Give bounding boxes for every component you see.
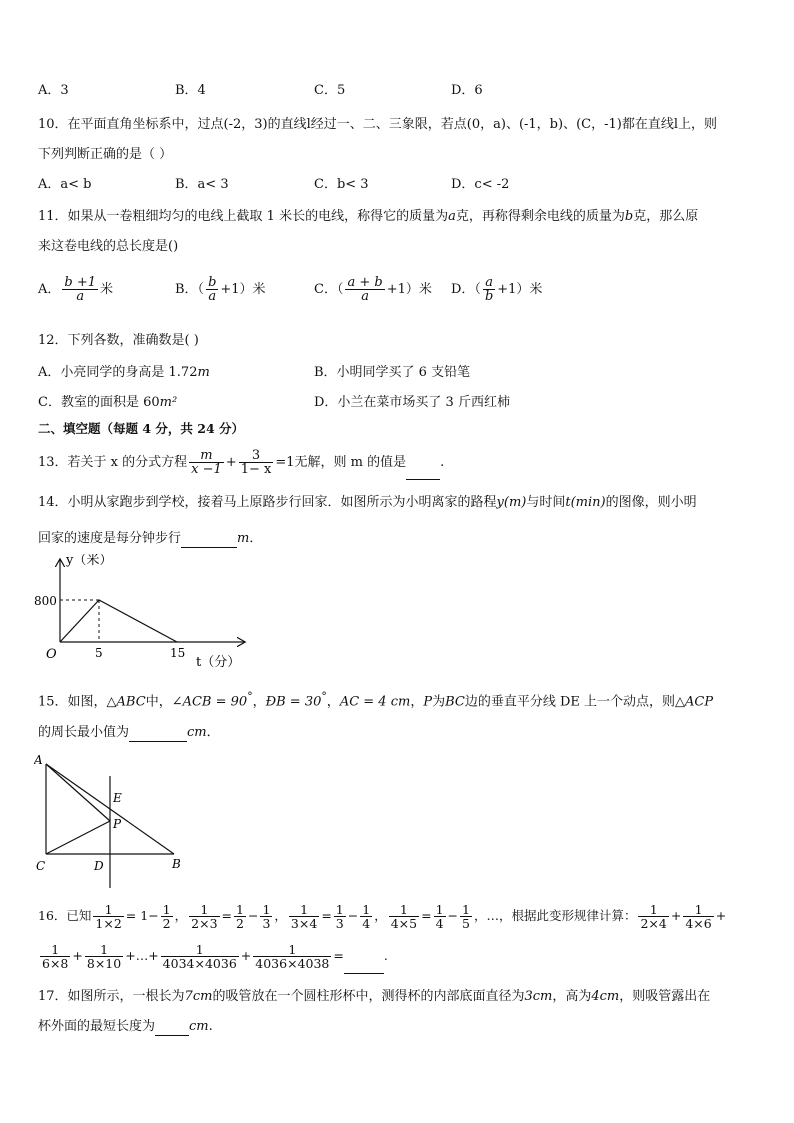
q16-s1-num: 1 [638, 903, 668, 917]
q14-origin-label: O [46, 647, 57, 662]
q14-y-var: y(m) [496, 495, 527, 510]
q11-option-b[interactable] [175, 276, 266, 303]
q11-text-2: 克，再称得剩余电线的质量为 [455, 209, 625, 224]
q14-stem-line2 [38, 530, 262, 548]
q17-answer-blank[interactable] [155, 1019, 189, 1036]
q15-angle-b: ÐB = 30 [265, 694, 322, 710]
q13-fraction-1 [189, 449, 224, 476]
q11-a-num: b +1 [64, 275, 97, 290]
q11-d-fraction [483, 276, 495, 303]
q16-a2-r2-num: 1 [262, 902, 271, 917]
q15-degree-1: ° [247, 690, 253, 703]
q16-s6-frac [253, 943, 331, 970]
q13-f2-num: 3 [239, 449, 274, 463]
q16-s4-frac [85, 943, 123, 970]
q16-a2-den: 2×3 [191, 916, 218, 931]
q16-a1-rnum: 1 [162, 902, 171, 917]
q14-stem-line1 [38, 494, 697, 512]
q16-minus-3: − [347, 908, 359, 923]
q15-segment-ap [46, 764, 110, 821]
q15-label-e: E [113, 791, 122, 805]
q11-text-3: 克，那么原 [633, 209, 699, 224]
q16-a1-rden: 2 [162, 916, 171, 931]
q14-x-tick-5: 5 [95, 646, 103, 660]
q17-diameter: 3cm [524, 989, 553, 1004]
q16-a3-r2-den: 4 [362, 916, 371, 931]
q16-a1-rhs: = 1− [125, 908, 159, 923]
q16-a2-r2 [260, 903, 272, 930]
q11-option-c[interactable] [314, 276, 432, 303]
q11-option-a[interactable] [38, 276, 113, 303]
q17-stem-line1 [38, 988, 710, 1006]
q15-label-d: D [94, 859, 104, 873]
q11-d-tail: +1）米 [497, 282, 543, 297]
q15-triangle: △ABC [106, 694, 146, 710]
q13-f1-den: x −1 [191, 462, 222, 477]
q16-a3-frac [289, 903, 319, 930]
q16-a3-r1-den: 3 [335, 916, 344, 931]
q15-ac-length: AC = 4 cm [339, 694, 411, 710]
q16-a3-r2-num: 1 [362, 902, 371, 917]
q16-a4-r2-den: 5 [462, 916, 470, 931]
q14-x-tick-15: 15 [170, 646, 186, 660]
q9-option-a[interactable]: A．3 [38, 83, 69, 98]
q13-f1-num: m [189, 449, 224, 463]
q15-text-4: 边的垂直平分线 DE 上一个动点，则 [464, 694, 676, 710]
q11-stem-line2: 来这卷电线的总长度是() [38, 239, 179, 254]
q11-c-den: a [361, 289, 369, 304]
q16-answer-blank[interactable] [344, 951, 384, 974]
q14-y-axis-label: y（米） [66, 554, 113, 568]
q16-a4-num: 1 [389, 903, 419, 917]
q16-a4-r1-den: 4 [435, 916, 444, 931]
q10-stem-line1: 10．在平面直角坐标系中，过点(-2，3)的直线l经过一、二、三象限，若点(0，a)、(-1，b)、(C，-1)都在直线l上，则 [38, 117, 717, 132]
q16-comma-2: ， [274, 908, 287, 923]
q16-a4-r1-num: 1 [435, 902, 444, 917]
q15-degree-2: ° [321, 690, 327, 703]
q11-option-d[interactable] [451, 276, 542, 303]
q16-s1-den: 2×4 [640, 916, 667, 931]
q16-a3-r1 [334, 903, 346, 930]
q11-a-unit: 米 [100, 282, 114, 297]
q16-plus-2: + [715, 908, 727, 923]
q11-d-den: b [484, 289, 494, 304]
q16-a3-num: 1 [289, 903, 319, 917]
q15-angle-acb: ∠ACB = 90 [171, 694, 248, 710]
q9-option-b[interactable]: B．4 [175, 83, 206, 98]
q11-b-num: b [208, 275, 217, 290]
q16-s3-frac [40, 943, 70, 970]
q16-a4-r2-num: 1 [462, 902, 470, 917]
q15-text-1: 15．如图， [38, 694, 107, 710]
q15-sep-3: ， [410, 694, 424, 710]
q16-a2-r1 [234, 903, 246, 930]
q16-s3-den: 6×8 [42, 956, 69, 971]
q16-minus-4: − [447, 908, 459, 923]
q11-b-tail: +1）米 [220, 282, 266, 297]
q13-fraction-2 [239, 449, 274, 476]
q14-unit: m [237, 531, 250, 546]
q16-s2-num: 1 [683, 903, 713, 917]
q16-a4-frac [389, 903, 419, 930]
q16-plus-3: + [72, 948, 83, 963]
q11-a-den: a [76, 289, 85, 304]
q13-stem [38, 446, 444, 480]
q16-a2-r1-den: 2 [236, 916, 244, 931]
q11-b-den: a [208, 289, 217, 304]
q10-option-a[interactable]: A．a< b [38, 177, 92, 192]
q16-a1-den: 1×2 [95, 916, 122, 931]
q14-text-1: 14．小明从家跑步到学校，接着马上原路步行回家．如图所示为小明离家的路程 [38, 495, 497, 510]
q16-s1-frac [638, 903, 668, 930]
q12-option-c[interactable] [38, 394, 177, 412]
q15-label-c: C [36, 859, 46, 873]
q16-comma-1: ， [174, 908, 188, 923]
q15-stem-line1 [38, 688, 713, 711]
q12-option-a[interactable] [38, 364, 210, 382]
q16-a4-r2 [460, 903, 472, 930]
q16-eq-4: = [421, 908, 432, 923]
q14-x-axis-label: t（分） [196, 655, 241, 670]
q15-label-a: A [34, 754, 43, 767]
q16-end: . [383, 948, 388, 963]
q17-text-1: 17．如图所示，一根长为 [38, 989, 185, 1004]
q15-answer-blank[interactable] [129, 725, 187, 742]
q10-stem-line2: 下列判断正确的是（ ） [38, 147, 173, 162]
q12-a-text: A．小亮同学的身高是 1.72 [38, 365, 198, 380]
q12-option-b[interactable]: B．小明同学买了 6 支铅笔 [314, 365, 471, 380]
q16-a4-den: 4×5 [390, 916, 418, 931]
q16-a2-frac [189, 903, 219, 930]
q12-c-text: C．教室的面积是 60 [38, 395, 160, 410]
q16-stem-line1 [38, 898, 726, 934]
q16-a1-rfrac [161, 903, 173, 930]
q16-a3-den: 3×4 [290, 916, 318, 931]
q16-s2-frac [683, 903, 713, 930]
q11-var-a: a [448, 209, 456, 224]
q16-s6-den: 4036×4038 [255, 956, 330, 971]
q10-option-d[interactable]: D．c< -2 [451, 177, 510, 192]
q13-end: . [440, 455, 445, 470]
q16-s3-num: 1 [40, 943, 70, 957]
q16-a4-r1 [434, 903, 446, 930]
q16-minus-2: − [247, 908, 259, 923]
q16-s2-den: 4×6 [685, 916, 712, 931]
q16-s5-frac [161, 943, 239, 970]
q16-a3-r1-num: 1 [335, 902, 344, 917]
q17-unit: cm [189, 1019, 209, 1034]
q17-text-4: ，则吸管露出在 [619, 989, 711, 1004]
q17-end: . [208, 1019, 213, 1034]
q16-s5-den: 4034×4036 [162, 956, 237, 971]
section-title-fill-in: 二、填空题（每题 4 分，共 24 分） [38, 421, 245, 436]
q10-option-c[interactable]: C．b< 3 [314, 177, 369, 192]
q16-prefix: 16．已知 [38, 908, 92, 923]
q16-a1-num: 1 [93, 903, 123, 917]
q10-option-b[interactable]: B．a< 3 [175, 177, 229, 192]
q15-sep-1: ， [252, 694, 266, 710]
q11-stem-line1 [38, 208, 698, 226]
q13-answer-blank[interactable] [406, 455, 440, 480]
q12-stem: 12．下列各数，准确数是( ) [38, 333, 199, 348]
q11-c-tail: +1）米 [386, 282, 432, 297]
q11-b-label: B．（ [175, 282, 205, 297]
q15-label-p: P [113, 817, 122, 831]
q11-d-num: a [483, 276, 495, 290]
q15-end: ． [206, 725, 220, 740]
q12-c-unit: m² [159, 395, 178, 410]
q16-comma-3: ， [374, 908, 387, 923]
q11-var-b: b [624, 209, 634, 224]
q17-height: 4cm [591, 989, 620, 1004]
q15-text-5: 的周长最小值为 [38, 725, 130, 740]
q14-t-var: t(min) [565, 495, 606, 510]
q14-y-tick-800: 800 [34, 594, 57, 608]
q12-option-d[interactable]: D．小兰在菜市场买了 3 斤西红柿 [314, 395, 510, 410]
q17-text-2: 的吸管放在一个圆柱形杯中，测得杯的内部底面直径为 [212, 989, 525, 1004]
q16-plus-5: + [240, 948, 252, 963]
q17-text-5: 杯外面的最短长度为 [38, 1019, 156, 1034]
q11-a-label: A． [38, 282, 61, 297]
q15-text-3: 为 [432, 694, 446, 710]
q15-triangle-acp: △ACP [675, 694, 714, 710]
q11-text-1: 11．如果从一卷粗细均匀的电线上截取 1 米长的电线，称得它的质量为 [38, 209, 449, 224]
q13-plus: + [225, 455, 237, 470]
q15-bc: BC [445, 694, 465, 710]
q15-segment-cp [46, 821, 110, 854]
q12-a-unit: m [197, 365, 210, 380]
q11-options [38, 276, 760, 316]
q15-sep-2: ， [326, 694, 340, 710]
q13-f2-den: 1− x [240, 462, 272, 477]
q14-text-3: 的图像，则小明 [605, 495, 697, 510]
q16-stem-line2 [38, 938, 388, 974]
q11-c-fraction [345, 276, 384, 303]
q16-a2-r2-den: 3 [262, 916, 271, 931]
q14-distance-time-chart [34, 554, 254, 674]
q11-a-fraction [62, 276, 98, 303]
q13-equation-tail: =1无解，则 m 的值是 [275, 455, 407, 470]
q11-b-fraction [206, 276, 218, 303]
q11-c-label: C．（ [314, 282, 344, 297]
q16-s4-den: 8×10 [86, 956, 122, 971]
q16-s6-num: 1 [253, 943, 331, 957]
q15-stem-line2 [38, 724, 220, 742]
q16-mid-text: ，…，根据此变形规律计算： [473, 908, 637, 923]
q16-a1-frac [93, 903, 123, 930]
q15-p: P [423, 694, 433, 710]
q9-option-c[interactable]: C．5 [314, 83, 346, 98]
q14-text-4: 回家的速度是每分钟步行 [38, 531, 182, 546]
q16-equals: = [333, 948, 344, 963]
q9-option-d[interactable]: D．6 [451, 83, 483, 98]
q17-text-3: ，高为 [552, 989, 592, 1004]
q15-label-b: B [172, 857, 181, 871]
q14-answer-blank[interactable] [181, 531, 237, 548]
q11-c-num: a + b [347, 275, 383, 290]
q17-stem-line2 [38, 1018, 213, 1036]
q14-text-2: 与时间 [526, 495, 566, 510]
q14-end: ． [249, 531, 263, 546]
q15-text-2: 中， [145, 694, 172, 710]
q17-length: 7cm [184, 989, 213, 1004]
q15-unit: cm [187, 725, 207, 740]
q16-plus-1: + [670, 908, 682, 923]
q16-dots: +…+ [125, 948, 159, 963]
q16-a2-r1-num: 1 [236, 902, 244, 917]
q16-a2-num: 1 [189, 903, 219, 917]
q16-s4-num: 1 [85, 943, 123, 957]
q13-prefix: 13．若关于 x 的分式方程 [38, 455, 188, 470]
q15-triangle-figure [34, 754, 194, 890]
q16-eq-2: = [221, 908, 233, 923]
q16-s5-num: 1 [161, 943, 239, 957]
q16-eq-3: = [321, 908, 332, 923]
q16-a3-r2 [360, 903, 372, 930]
q11-d-label: D．（ [451, 282, 481, 297]
q14-series-line [60, 600, 177, 642]
